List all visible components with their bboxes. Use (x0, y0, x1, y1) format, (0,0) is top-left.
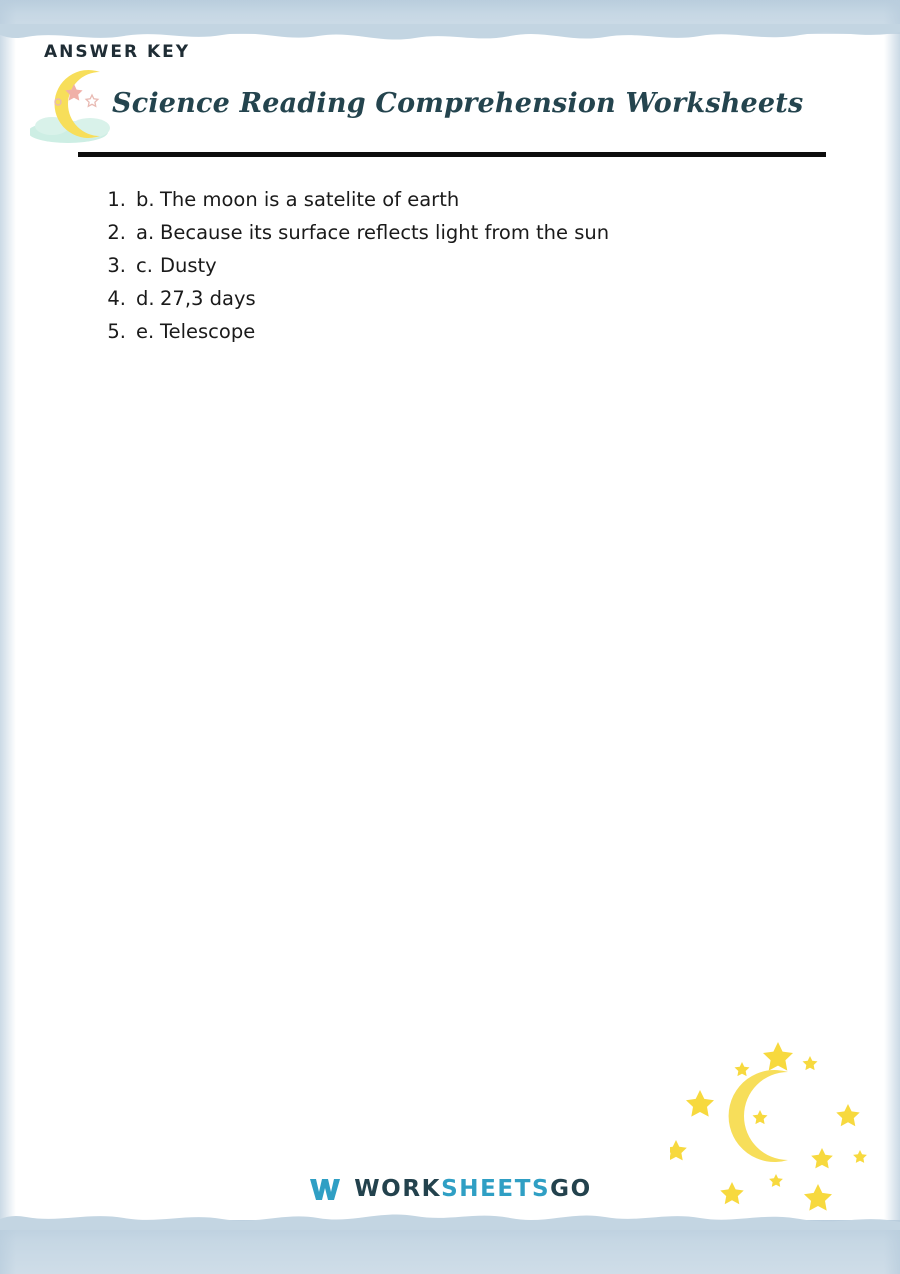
answer-key-label: ANSWER KEY (44, 42, 191, 62)
answers-list (96, 183, 796, 348)
logo-word-go: GO (550, 1176, 592, 1202)
answer-number: 2. (107, 221, 126, 244)
title-divider (78, 152, 826, 157)
logo-word-sheets: SHEETS (441, 1176, 551, 1202)
list-item (96, 249, 796, 282)
answer-text: 27,3 days (160, 287, 256, 310)
worksheetsgo-logo (0, 1176, 900, 1202)
answer-text: The moon is a satelite of earth (160, 188, 460, 211)
list-item (96, 183, 796, 216)
answer-number: 4. (107, 287, 126, 310)
answer-letter: c. (136, 254, 153, 277)
worksheetsgo-logo-icon (308, 1176, 342, 1202)
answer-text: Dusty (160, 254, 217, 277)
answer-letter: b. (136, 188, 155, 211)
list-item (96, 282, 796, 315)
page-title: Science Reading Comprehension Worksheets (112, 88, 804, 119)
answer-number: 1. (107, 188, 126, 211)
answer-text: Telescope (160, 320, 256, 343)
answer-letter: d. (136, 287, 155, 310)
answer-number: 3. (107, 254, 126, 277)
answer-letter: e. (136, 320, 155, 343)
answer-number: 5. (107, 320, 126, 343)
logo-word-work: WORK (354, 1176, 442, 1202)
logo-wordmark (354, 1176, 592, 1202)
answer-text: Because its surface reflects light from the sun (160, 221, 610, 244)
answer-letter: a. (136, 221, 155, 244)
list-item (96, 216, 796, 249)
list-item (96, 315, 796, 348)
